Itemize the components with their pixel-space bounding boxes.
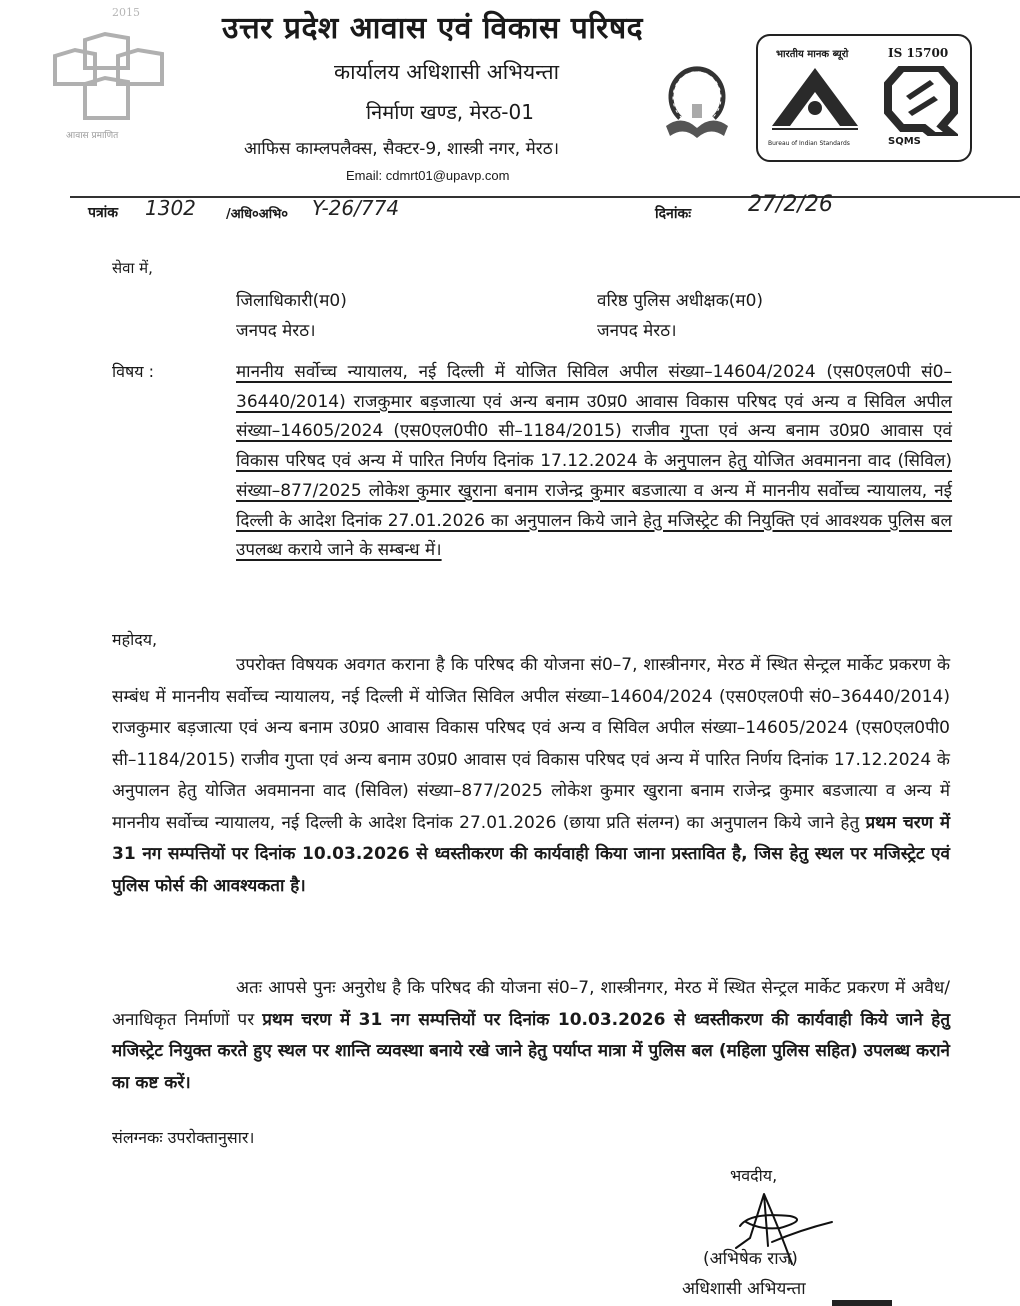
header-divider [70, 196, 1020, 198]
addressee-district-magistrate: जिलाधिकारी(म0) [236, 291, 347, 311]
paragraph-1-bold-text: प्रथम चरण में 31 नग सम्पत्तियों पर दिनांक 10.03.2026 से ध्वस्तीकरण की कार्यवाही किया जाना प्रस्तावित है, जिस हेतु स्थल पर मजिस्ट्रेट एवं पुलिस फोर्स की आवश्यकता है। [112, 812, 950, 896]
organization-name: उत्तर प्रदेश आवास एवं विकास परिषद [222, 11, 644, 46]
is-standard: IS 15700 [888, 46, 949, 60]
office-address: आफिस काम्लपलैक्स, सैक्टर-9, शास्त्री नगर, मेरठ। [244, 139, 560, 159]
scan-artifact-mark [832, 1300, 892, 1306]
addressee-ssp: वरिष्ठ पुलिस अधीक्षक(म0) [597, 291, 764, 311]
date-value: 27/2/26 [748, 192, 833, 217]
signer-name: (अभिषेक राज) [703, 1249, 798, 1269]
parishad-logo [50, 28, 170, 128]
date-label: दिनांकः [655, 206, 692, 222]
closing: भवदीय, [730, 1166, 778, 1185]
office-email: Email: cdmrt01@upavp.com [346, 168, 510, 183]
reference-number: 1302 [145, 196, 196, 220]
paragraph-1-text: उपरोक्त विषयक अवगत कराना है कि परिषद की योजना सं0–7, शास्त्रीनगर, मेरठ में स्थित सेन्ट्रल मार्केट प्रकरण के सम्बंध में माननीय सर्वोच्च न्यायालय, नई दिल्ली में योजित सिविल अपील संख्या–14604/2024 (एस0एल0पी सं0–36440/2014) राजकुमार बड़जात्या एवं अन्य बनाम उ0प्र0 आवास विकास परिषद एवं अन्य व सिविल अपील संख्या–14605/2024 (एस0एल0पी0 सी–1184/2015) राजीव गुप्ता एवं अन्य बनाम उ0प्र0 आवास एवं विकास परिषद एवं अन्य में पारित निर्णय दिनांक 17.12.2024 के अनुपालन हेतु योजित अवमानना वाद (सिविल) संख्या–877/2025 लोकेश कुमार खुराना बनाम राजेन्द्र कुमार बडजात्या व अन्य में माननीय सर्वोच्च न्यायालय, नई दिल्ली के आदेश दिनांक 27.01.2026 (छाया प्रति संलग्न) का अनुपालन किये जाने हेतु [112, 655, 950, 833]
bis-caption: Bureau of Indian Standards [768, 140, 850, 147]
enclosure-note: संलग्नकः उपरोक्तानुसार। [112, 1128, 255, 1147]
certification-box [756, 34, 972, 162]
emblem-seal [664, 56, 730, 142]
reference-prefix: /अधि०अभि० [226, 207, 289, 222]
addressee-ssp-district: जनपद मेरठ। [597, 321, 677, 341]
subject-label: विषय : [112, 362, 155, 381]
bis-logo-icon [770, 66, 860, 138]
subject-text: माननीय सर्वोच्च न्यायालय, नई दिल्ली में योजित सिविल अपील संख्या–14604/2024 (एस0एल0पी सं0–36440/2014) राजकुमार बड़जात्या एवं अन्य बनाम उ0प्र0 आवास विकास परिषद एवं अन्य व सिविल अपील संख्या–14605/2024 (एस0एल0पी0 सी–1184/2015) राजीव गुप्ता एवं अन्य बनाम उ0प्र0 आवास एवं विकास परिषद एवं अन्य में पारित निर्णय दिनांक 17.12.2024 के अनुपालन हेतु योजित अवमानना वाद (सिविल) संख्या–877/2025 लोकेश कुमार खुराना बनाम राजेन्द्र कुमार बडजात्या व अन्य में माननीय सर्वोच्च न्यायालय, नई दिल्ली के आदेश दिनांक 27.01.2026 का अनुपालन किये जाने हेतु मजिस्ट्रेट की नियुक्ति एवं आवश्यक पुलिस बल उपलब्ध कराये जाने के सम्बन्ध में। [236, 362, 952, 561]
office-name: कार्यालय अधिशासी अभियन्ता [334, 60, 560, 84]
logo-caption: आवास प्रमाणित [66, 131, 119, 141]
salutation: महोदय, [112, 630, 158, 649]
sqms-logo-icon [884, 66, 958, 136]
paragraph-2-text: अतः आपसे पुनः अनुरोध है कि परिषद की योजना सं0–7, शास्त्रीनगर, मेरठ में स्थित सेन्ट्रल मार्केट प्रकरण में अवैध/अनाधिकृत निर्माणों पर [112, 978, 950, 1030]
paragraph-2-bold-text: प्रथम चरण में 31 नग सम्पत्तियों पर दिनांक 10.03.2026 से ध्वस्तीकरण की कार्यवाही किये जाने हेतु मजिस्ट्रेट नियुक्त करते हुए स्थल पर शान्ति व्यवस्था बनाये रखे जाने हेतु पर्याप्त मात्रा में पुलिस बल (महिला पुलिस सहित) उपलब्ध कराने का कष्ट करें। [112, 1009, 951, 1093]
signer-designation: अधिशासी अभियन्ता [682, 1279, 806, 1299]
body-paragraph-2 [112, 973, 950, 1099]
body-paragraph-1 [112, 650, 950, 902]
division-name: निर्माण खण्ड, मेरठ-01 [366, 100, 534, 124]
sqms-label: SQMS [888, 136, 921, 147]
logo-year: 2015 [112, 6, 140, 19]
to-label: सेवा में, [112, 259, 153, 277]
reference-file-number: Y-26/774 [312, 196, 400, 220]
addressee-district-magistrate-district: जनपद मेरठ। [236, 321, 316, 341]
bis-hindi-label: भारतीय मानक ब्यूरो [776, 49, 849, 60]
reference-label: पत्रांक [88, 205, 119, 221]
